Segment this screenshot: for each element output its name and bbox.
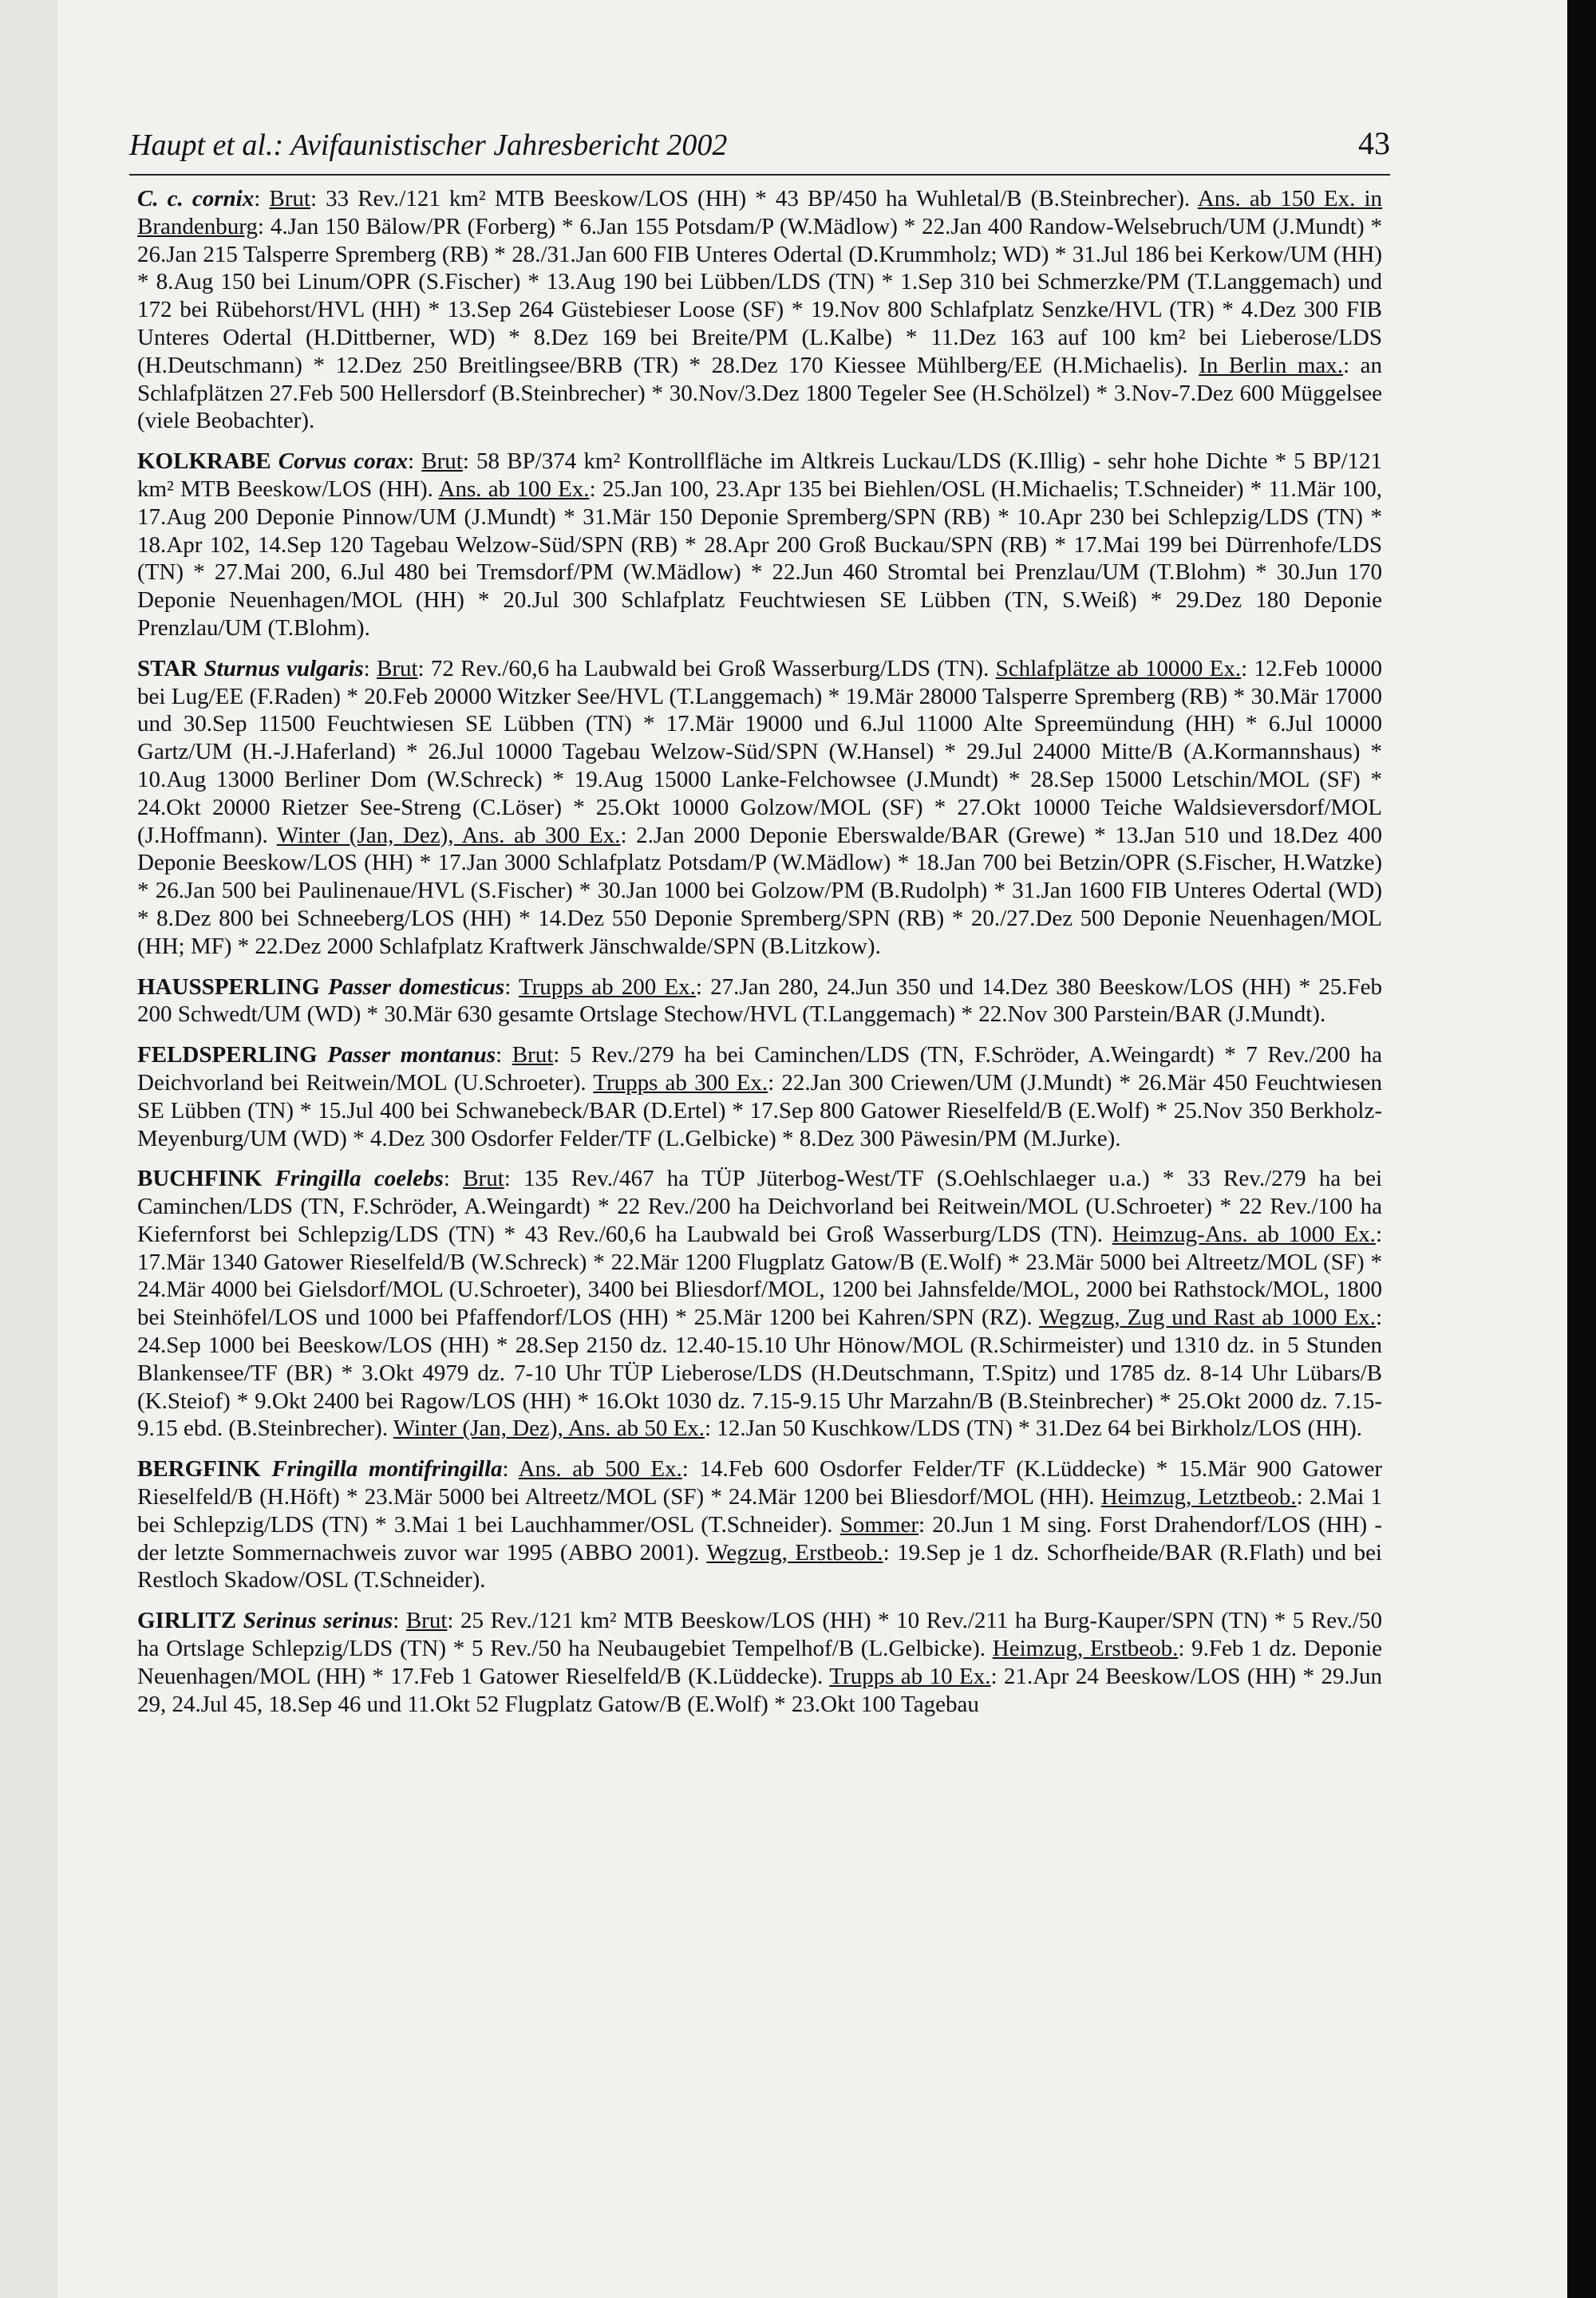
section-label: Brut	[269, 186, 310, 211]
scientific-name: Sturnus vulgaris	[203, 655, 364, 681]
observation-text: : an Schlafplätzen 27.Feb 500 Hellersdorf (B.Steinbrecher) * 30.Nov/3.Dez 1800 Tegeler See (H.Schölzel) * 3.Nov-7.Dez 600 Müggelsee (viele Beobachter).	[137, 352, 1383, 434]
page-header	[129, 124, 1390, 176]
species-name: HAUSSPERLING	[137, 973, 320, 1000]
species-entry-girlitz	[137, 1607, 1382, 1718]
observation-text: :	[363, 655, 377, 681]
observation-text: : 25.Jan 100, 23.Apr 135 bei Biehlen/OSL (H.Michaelis; T.Schneider) * 11.Mär 100, 17.Aug 200 Deponie Pinnow/UM (J.Mundt) * 31.Mär 150 Deponie Spremberg/SPN (RB) * 10.Apr 230 bei Schlepzig/LDS (TN) * 18.Apr 102, 14.Sep 120 Tagebau Welzow-Süd/SPN (RB) * 28.Apr 200 Groß Buckau/SPN (RB) * 17.Mai 199 bei Dürrenhofe/LDS (TN) * 27.Mai 200, 6.Jul 480 bei Tremsdorf/PM (W.Mädlow) * 22.Jun 460 Stromtal bei Prenzlau/UM (T.Blohm) * 30.Jun 170 Deponie Neuenhagen/MOL (HH) * 20.Jul 300 Schlafplatz Feuchtwiesen SE Lübben (TN, S.Weiß) * 29.Dez 180 Deponie Prenzlau/UM (T.Blohm).	[137, 476, 1382, 641]
entry-text	[137, 1042, 1382, 1151]
scientific-name: Serinus serinus	[243, 1608, 393, 1634]
species-entry-star	[137, 655, 1382, 961]
section-label: In Berlin max.	[1199, 352, 1344, 378]
section-label: Winter (Jan, Dez), Ans. ab 50 Ex.	[393, 1416, 705, 1442]
observation-text: : 27.Jan 280, 24.Jun 350 und 14.Dez 380 Beeskow/LOS (HH) * 25.Feb 200 Schwedt/UM (WD) * 30.Mär 630 gesamte Ortslage Stechow/HVL (T.Langgemach) * 22.Nov 300 Parstein/BAR (J.Mundt).	[137, 973, 1382, 1028]
scientific-name: Corvus corax	[278, 448, 409, 475]
observation-text: : 58 BP/374 km² Kontrollfläche im Altkreis Luckau/LDS (K.Illig) - sehr hohe Dichte * 5 BP/121 km² MTB Beeskow/LOS (HH).	[137, 448, 1383, 502]
species-name: BERGFINK	[137, 1456, 261, 1483]
species-entry-bergfink	[137, 1455, 1382, 1594]
section-label: Brut	[405, 1608, 448, 1634]
entry-text	[137, 1166, 1382, 1441]
observation-text: :	[504, 973, 519, 1000]
section-label: Brut	[376, 655, 418, 681]
species-name: KOLKRABE	[137, 448, 271, 475]
species-list	[137, 185, 1382, 1731]
section-label: Wegzug, Zug und Rast ab 1000 Ex.	[1039, 1305, 1376, 1331]
entry-text	[137, 656, 1382, 959]
section-label: Ans. ab 500 Ex.	[518, 1456, 682, 1483]
observation-text: : 2.Mai 1 bei Schlepzig/LDS (TN) * 3.Mai 1 bei Lauchhammer/OSL (T.Schneider).	[137, 1484, 1382, 1538]
scientific-name: Fringilla montifringilla	[271, 1456, 503, 1483]
section-label: Wegzug, Erstbeob.	[706, 1539, 883, 1566]
observation-text: : 2.Jan 2000 Deponie Eberswalde/BAR (Grewe) * 13.Jan 510 und 18.Dez 400 Deponie Beeskow/LOS (HH) * 17.Jan 3000 Schlafplatz Potsdam/P (W.Mädlow) * 18.Jan 700 bei Betzin/OPR (S.Fischer, H.Watzke) * 26.Jan 500 bei Paulinenaue/HVL (S.Fischer) * 30.Jan 1000 bei Golzow/PM (B.Rudolph) * 31.Jan 1600 FIB Unteres Odertal (WD) * 8.Dez 800 bei Schneeberg/LOS (HH) * 14.Dez 550 Deponie Spremberg/SPN (RB) * 20./27.Dez 500 Deponie Neuenhagen/MOL (HH; MF) * 22.Dez 2000 Schlafplatz Kraftwerk Jänschwalde/SPN (B.Litzkow).	[137, 822, 1382, 959]
observation-text: : 12.Jan 50 Kuschkow/LDS (TN) * 31.Dez 64 bei Birkholz/LOS (HH).	[705, 1416, 1363, 1442]
species-name: STAR	[137, 655, 198, 681]
section-label: Brut	[421, 448, 463, 475]
observation-text: :	[502, 1456, 519, 1483]
scientific-name: Fringilla coelebs	[275, 1166, 444, 1192]
species-entry-kolkrabe	[137, 448, 1382, 642]
observation-text: : 24.Sep 1000 bei Beeskow/LOS (HH) * 28.Sep 2150 dz. 12.40-15.10 Uhr Hönow/MOL (R.Schirmeister) und 1310 dz. in 5 Stunden Blankensee/TF (BR) * 3.Okt 4979 dz. 7-10 Uhr TÜP Lieberose/LDS (H.Deutschmann, T.Spitz) und 1785 dz. 8-14 Uhr Lübars/B (K.Steiof) * 9.Okt 2400 bei Ragow/LOS (HH) * 16.Okt 1030 dz. 7.15-9.15 Uhr Marzahn/B (B.Steinbrecher) * 25.Okt 2000 dz. 7.15-9.15 ebd. (B.Steinbrecher).	[137, 1305, 1382, 1442]
observation-text: : 19.Sep je 1 dz. Schorfheide/BAR (R.Flath) und bei Restloch Skadow/OSL (T.Schneider).	[137, 1539, 1382, 1593]
observation-text: : 4.Jan 150 Bälow/PR (Forberg) * 6.Jan 155 Potsdam/P (W.Mädlow) * 22.Jan 400 Randow-Welsebruch/UM (J.Mundt) * 26.Jan 215 Talsperre Spremberg (RB) * 28./31.Jan 600 FIB Unteres Odertal (D.Krummholz; WD) * 31.Jul 186 bei Kerkow/UM (HH) * 8.Aug 150 bei Linum/OPR (S.Fischer) * 13.Aug 190 bei Lübben/LDS (TN) * 1.Sep 310 bei Schmerzke/PM (T.Langgemach) und 172 bei Rübehorst/HVL (HH) * 13.Sep 264 Güstebieser Loose (SF) * 19.Nov 800 Schlafplatz Senzke/HVL (TR) * 4.Dez 300 FIB Unteres Odertal (H.Dittberner, WD) * 8.Dez 169 bei Breite/PM (L.Kalbe) * 11.Dez 163 auf 100 km² bei Lieberose/LDS (H.Deutschmann) * 12.Dez 250 Breitlingsee/BRB (TR) * 28.Dez 170 Kiessee Mühlberg/EE (H.Michaelis).	[137, 213, 1382, 378]
section-label: Sommer	[839, 1511, 919, 1538]
observation-text: : 22.Jan 300 Criewen/UM (J.Mundt) * 26.Mär 450 Feuchtwiesen SE Lübben (TN) * 15.Jul 400 bei Schwanebeck/BAR (D.Ertel) * 17.Sep 800 Gatower Rieselfeld/B (E.Wolf) * 25.Nov 350 Berkholz-Meyenburg/UM (WD) * 4.Dez 300 Osdorfer Felder/TF (L.Gelbicke) * 8.Dez 300 Päwesin/PM (M.Jurke).	[137, 1069, 1382, 1151]
section-label: Trupps ab 10 Ex.	[829, 1663, 991, 1689]
observation-text: :	[496, 1042, 512, 1068]
species-entry-buchfink	[137, 1165, 1382, 1443]
section-label: Ans. ab 150 Ex. in Brandenburg	[137, 186, 1383, 239]
scientific-name: Passer montanus	[327, 1042, 496, 1068]
species-name: FELDSPERLING	[137, 1042, 318, 1068]
observation-text: : 20.Jun 1 M sing. Forst Drahendorf/LOS (HH) - der letzte Sommernachweis zuvor war 1995 (ABBO 2001).	[137, 1511, 1382, 1566]
observation-text: : 33 Rev./121 km² MTB Beeskow/LOS (HH) * 43 BP/450 ha Wuhletal/B (B.Steinbrecher).	[310, 186, 1198, 211]
scan-edge	[1567, 0, 1596, 2298]
species-name: BUCHFINK	[137, 1166, 263, 1192]
species-entry-cornix	[137, 185, 1382, 435]
observation-text: : 135 Rev./467 ha TÜP Jüterbog-West/TF (S.Oehlschlaeger u.a.) * 33 Rev./279 ha bei Caminchen/LDS (TN, F.Schröder, A.Weingardt) * 22 Rev./200 ha Deichvorland bei Reitwein/MOL (U.Schroeter) * 22 Rev./100 ha Kiefernforst bei Schlepzig/LDS (TN) * 43 Rev./60,6 ha Laubwald bei Groß Wasserburg/LDS (TN).	[137, 1166, 1383, 1247]
running-title: Haupt et al.: Avifaunistischer Jahresbericht 2002	[129, 128, 728, 162]
section-label: Trupps ab 200 Ex.	[518, 973, 696, 1000]
section-label: Winter (Jan, Dez), Ans. ab 300 Ex.	[276, 822, 621, 848]
section-label: Heimzug, Erstbeob.	[992, 1636, 1179, 1662]
section-label: Brut	[463, 1166, 504, 1192]
observation-text: : 14.Feb 600 Osdorfer Felder/TF (K.Lüddecke) * 15.Mär 900 Gatower Rieselfeld/B (H.Höft) * 23.Mär 5000 bei Altreetz/MOL (SF) * 24.Mär 1200 bei Bliesdorf/MOL (HH).	[137, 1456, 1382, 1510]
observation-text: : 9.Feb 1 dz. Deponie Neuenhagen/MOL (HH) * 17.Feb 1 Gatower Rieselfeld/B (K.Lüddecke).	[137, 1636, 1382, 1689]
species-entry-haussperling	[137, 973, 1382, 1029]
observation-text: : 72 Rev./60,6 ha Laubwald bei Groß Wasserburg/LDS (TN).	[417, 655, 996, 681]
scientific-name: Passer domesticus	[328, 973, 505, 1000]
species-entry-feldsperling	[137, 1041, 1382, 1152]
observation-text: : 25 Rev./121 km² MTB Beeskow/LOS (HH) * 10 Rev./211 ha Burg-Kauper/SPN (TN) * 5 Rev./50 ha Ortslage Schlepzig/LDS (TN) * 5 Rev./50 ha Neubaugebiet Tempelhof/B (L.Gelbicke).	[137, 1608, 1382, 1662]
observation-text: :	[443, 1166, 464, 1192]
observation-text: :	[408, 448, 422, 475]
document-page	[57, 0, 1567, 2298]
entry-text	[137, 974, 1382, 1028]
entry-text	[137, 186, 1382, 433]
species-name: GIRLITZ	[137, 1608, 237, 1634]
observation-text: : 5 Rev./279 ha bei Caminchen/LDS (TN, F.Schröder, A.Weingardt) * 7 Rev./200 ha Deichvorland bei Reitwein/MOL (U.Schroeter).	[137, 1042, 1382, 1096]
scientific-name: C. c. cornix	[137, 186, 255, 211]
observation-text: : 17.Mär 1340 Gatower Rieselfeld/B (W.Schreck) * 22.Mär 1200 Flugplatz Gatow/B (E.Wolf) * 23.Mär 5000 bei Altreetz/MOL (SF) * 24.Mär 4000 bei Gielsdorf/MOL (U.Schroeter), 3400 bei Bliesdorf/MOL, 1200 bei Jahnsfelde/MOL, 2000 bei Rathstock/MOL, 1800 bei Steinhöfel/LOS und 1000 bei Pfaffendorf/LOS (HH) * 25.Mär 1200 bei Kahren/SPN (RZ).	[137, 1221, 1382, 1331]
observation-text: : 21.Apr 24 Beeskow/LOS (HH) * 29.Jun 29, 24.Jul 45, 18.Sep 46 und 11.Okt 52 Flugplatz Gatow/B (E.Wolf) * 23.Okt 100 Tagebau	[137, 1663, 1382, 1717]
section-label: Ans. ab 100 Ex.	[438, 476, 590, 502]
section-label: Heimzug, Letztbeob.	[1100, 1484, 1297, 1510]
section-label: Heimzug-Ans. ab 1000 Ex.	[1112, 1221, 1376, 1247]
page-number: 43	[1358, 125, 1390, 161]
section-label: Brut	[512, 1042, 554, 1068]
adjacent-page-edge	[0, 0, 57, 2298]
observation-text: : 12.Feb 10000 bei Lug/EE (F.Raden) * 20.Feb 20000 Witzker See/HVL (T.Langgemach) * 19.Mär 28000 Talsperre Spremberg (RB) * 30.Mär 17000 und 30.Sep 11500 Feuchtwiesen SE Lübben (TN) * 17.Mär 19000 und 6.Jul 11000 Alte Spreemündung (HH) * 6.Jul 10000 Gartz/UM (H.-J.Haferland) * 26.Jul 10000 Tagebau Welzow-Süd/SPN (W.Hansel) * 29.Jul 24000 Mitte/B (A.Kormannshaus) * 10.Aug 13000 Berliner Dom (W.Schreck) * 19.Aug 15000 Lanke-Felchowsee (J.Mundt) * 28.Sep 15000 Letschin/MOL (SF) * 24.Okt 20000 Rietzer See-Streng (C.Löser) * 25.Okt 10000 Golzow/MOL (SF) * 27.Okt 10000 Teiche Waldsieversdorf/MOL (J.Hoffmann).	[137, 655, 1383, 848]
entry-text	[137, 448, 1382, 641]
section-label: Trupps ab 300 Ex.	[593, 1069, 768, 1096]
observation-text: :	[254, 186, 270, 211]
section-label: Schlafplätze ab 10000 Ex.	[995, 655, 1242, 681]
observation-text: :	[393, 1608, 406, 1634]
